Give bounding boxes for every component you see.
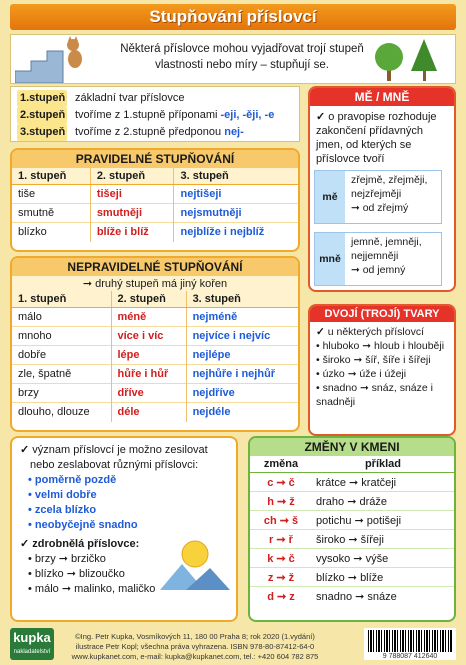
step-label: 2.stupeň bbox=[17, 107, 67, 124]
publisher-logo bbox=[10, 628, 54, 660]
intro-line-2: vlastnosti nebo míry – stupňují se. bbox=[155, 59, 329, 71]
diminutive-text: brzy ➞ brzičko bbox=[34, 553, 106, 565]
cell: nejtišeji bbox=[174, 185, 298, 204]
cell: draho ➞ dráže bbox=[312, 492, 454, 511]
credits-line: www.kupkanet.com, e-mail: kupka@kupkanet.com, tel.: +420 604 782 875 bbox=[71, 652, 319, 661]
list-item: • velmi dobře bbox=[28, 489, 97, 501]
list-item: • brzy ➞ brzičko bbox=[28, 553, 106, 565]
cell: nejlépe bbox=[186, 346, 298, 365]
table-row bbox=[12, 384, 298, 403]
logo-subtext: nakladatelství bbox=[13, 649, 51, 655]
cell: z ➞ ž bbox=[250, 568, 312, 587]
cell: více i víc bbox=[111, 327, 186, 346]
cell: tišeji bbox=[90, 185, 174, 204]
column-header: 3. stupeň bbox=[186, 291, 298, 308]
intensify-text: význam příslovcí je možno zesilovat bbox=[32, 444, 208, 456]
cell: potichu ➞ potišeji bbox=[312, 511, 454, 530]
credits bbox=[70, 632, 320, 662]
step-text: tvoříme z 1.stupně příponami bbox=[75, 109, 221, 121]
cell: déle bbox=[111, 403, 186, 422]
cell: nejméně bbox=[186, 308, 298, 327]
cell: smutněji bbox=[90, 204, 174, 223]
cell: vysoko ➞ výše bbox=[312, 549, 454, 568]
diminutive-text: málo ➞ malinko, maličko bbox=[34, 583, 156, 595]
column-header: 2. stupeň bbox=[90, 168, 174, 185]
step-text: tvoříme z 2.stupně předponou bbox=[75, 126, 225, 138]
barcode-number: 9 788087 412640 bbox=[382, 653, 438, 660]
check-icon: ✓ bbox=[316, 326, 325, 338]
cell: nejvíce i nejvíc bbox=[186, 327, 298, 346]
cell: málo bbox=[12, 308, 111, 327]
table-row bbox=[250, 549, 454, 568]
cell: ch ➞ š bbox=[250, 511, 312, 530]
list-item: • málo ➞ malinko, maličko bbox=[28, 583, 156, 595]
cell: nejhůře i nejhůř bbox=[186, 365, 298, 384]
credits-line: ilustrace Petr Kopl; všechna práva vyhrazena. ISBN 978-80-87412-64-0 bbox=[75, 642, 315, 651]
stem-table bbox=[250, 456, 454, 606]
stem-changes-panel bbox=[248, 436, 456, 622]
double-form-text: úzko ➞ úže i úžeji bbox=[322, 368, 407, 380]
example-text: velmi dobře bbox=[34, 489, 97, 501]
column-header: 3. stupeň bbox=[174, 168, 298, 185]
diminutive-title-text: zdrobnělá příslovce: bbox=[32, 538, 140, 550]
step-label: 1.stupeň bbox=[17, 90, 67, 107]
barcode bbox=[364, 628, 456, 660]
double-form-text: široko ➞ šíř, šíře i šířeji bbox=[322, 354, 431, 366]
list-item: • široko ➞ šíř, šíře i šířeji bbox=[316, 354, 431, 366]
intensify-panel bbox=[10, 436, 238, 622]
card-tag: mě bbox=[315, 171, 345, 223]
example-text: poměrně pozdě bbox=[34, 474, 117, 486]
check-icon: ✓ bbox=[20, 538, 30, 550]
cell: h ➞ ž bbox=[250, 492, 312, 511]
table-row bbox=[250, 568, 454, 587]
cell: široko ➞ šířeji bbox=[312, 530, 454, 549]
regular-heading: PRAVIDELNÉ STUPŇOVÁNÍ bbox=[12, 150, 298, 168]
cell: hůře i hůř bbox=[111, 365, 186, 384]
list-item: • blízko ➞ blizoučko bbox=[28, 568, 125, 580]
irregular-table bbox=[12, 291, 298, 422]
table-row bbox=[12, 346, 298, 365]
table-row bbox=[250, 530, 454, 549]
footer bbox=[10, 626, 456, 662]
list-item: • poměrně pozdě bbox=[28, 474, 117, 486]
check-icon: ✓ bbox=[20, 444, 30, 456]
intro-box bbox=[10, 34, 456, 84]
table-row bbox=[250, 587, 454, 606]
step-label: 3.stupeň bbox=[17, 124, 67, 141]
trees-illustration bbox=[371, 35, 451, 83]
double-form-text: snadno ➞ snáz, snáze i snadněji bbox=[316, 382, 433, 408]
cell: tiše bbox=[12, 185, 90, 204]
table-row bbox=[250, 473, 454, 492]
cell: nejdéle bbox=[186, 403, 298, 422]
cell: dlouho, dlouze bbox=[12, 403, 111, 422]
column-header: 1. stupeň bbox=[12, 291, 111, 308]
list-item: • neobyčejně snadno bbox=[28, 519, 138, 531]
list-item: • snadno ➞ snáz, snáze i snadněji bbox=[316, 382, 433, 408]
cell: d ➞ z bbox=[250, 587, 312, 606]
table-row bbox=[12, 204, 298, 223]
me-mne-rule bbox=[310, 106, 454, 170]
stem-heading: ZMĚNY V KMENI bbox=[250, 438, 454, 456]
table-row bbox=[12, 223, 298, 242]
cell: dobře bbox=[12, 346, 111, 365]
step-row-1 bbox=[17, 90, 184, 107]
cell: brzy bbox=[12, 384, 111, 403]
double-form-text: hluboko ➞ hloub i hlouběji bbox=[322, 340, 445, 352]
mne-card bbox=[314, 232, 442, 286]
cell: k ➞ č bbox=[250, 549, 312, 568]
double-forms-panel bbox=[308, 304, 456, 436]
page-title: Stupňování příslovcí bbox=[10, 4, 456, 30]
table-row bbox=[12, 403, 298, 422]
step-suffix: nej- bbox=[224, 126, 244, 138]
column-header: 1. stupeň bbox=[12, 168, 90, 185]
cell: nejblíže i nejblíž bbox=[174, 223, 298, 242]
intro-line-1: Některá příslovce mohou vyjadřovat trojí stupeň bbox=[120, 43, 364, 55]
sun-over-hills-illustration bbox=[160, 534, 230, 590]
irregular-comparison-panel bbox=[10, 256, 300, 432]
cell: blízko bbox=[12, 223, 90, 242]
list-item: • úzko ➞ úže i úžeji bbox=[316, 368, 407, 380]
list-item: • zcela blízko bbox=[28, 504, 97, 516]
me-mne-panel bbox=[308, 86, 456, 292]
me-mne-rule-text: o pravopise rozhoduje zakončení přídavných jmen, od kterých se příslovce tvoří bbox=[316, 111, 437, 165]
table-row bbox=[12, 308, 298, 327]
example-text: neobyčejně snadno bbox=[34, 519, 138, 531]
card-source: ➞ od zřejmý bbox=[351, 202, 409, 214]
check-icon: ✓ bbox=[316, 111, 326, 123]
diminutive-text: blízko ➞ blizoučko bbox=[34, 568, 125, 580]
irregular-heading: NEPRAVIDELNÉ STUPŇOVÁNÍ bbox=[12, 258, 298, 276]
card-words: jemně, jemněji, nejjemněji bbox=[351, 236, 422, 262]
table-row bbox=[250, 492, 454, 511]
cell: zle, špatně bbox=[12, 365, 111, 384]
step-row-3 bbox=[17, 124, 244, 141]
me-mne-heading: MĚ / MNĚ bbox=[310, 88, 454, 106]
me-card bbox=[314, 170, 442, 224]
cell: blíže i blíž bbox=[90, 223, 174, 242]
example-text: zcela blízko bbox=[34, 504, 97, 516]
cell: méně bbox=[111, 308, 186, 327]
step-text: základní tvar příslovce bbox=[75, 92, 185, 104]
list-item: • hluboko ➞ hloub i hlouběji bbox=[316, 340, 445, 352]
table-row bbox=[250, 511, 454, 530]
cell: lépe bbox=[111, 346, 186, 365]
step-suffix: -eji, -ěji, -e bbox=[220, 109, 275, 121]
intensify-line-2: nebo zeslabovat různými příslovci: bbox=[30, 459, 199, 471]
cell: mnoho bbox=[12, 327, 111, 346]
cell: blízko ➞ blíže bbox=[312, 568, 454, 587]
column-header: příklad bbox=[312, 456, 454, 473]
card-source: ➞ od jemný bbox=[351, 264, 406, 276]
table-row bbox=[12, 185, 298, 204]
cell: krátce ➞ kratčeji bbox=[312, 473, 454, 492]
card-tag: mně bbox=[315, 233, 345, 285]
double-forms-rule-text: u některých příslovcí bbox=[327, 326, 425, 338]
cat-on-stairs-illustration bbox=[15, 35, 95, 83]
double-forms-rule bbox=[310, 322, 454, 339]
cell: snadno ➞ snáze bbox=[312, 587, 454, 606]
regular-comparison-panel bbox=[10, 148, 300, 252]
cell: dříve bbox=[111, 384, 186, 403]
step-row-2 bbox=[17, 107, 274, 124]
table-row bbox=[12, 365, 298, 384]
column-header: změna bbox=[250, 456, 312, 473]
intensify-line-1 bbox=[20, 443, 228, 458]
cell: nejsmutněji bbox=[174, 204, 298, 223]
irregular-subheading: ➞ druhý stupeň má jiný kořen bbox=[12, 276, 298, 291]
step-definitions bbox=[10, 86, 300, 142]
double-forms-heading: DVOJÍ (TROJÍ) TVARY bbox=[310, 306, 454, 322]
cell: c ➞ č bbox=[250, 473, 312, 492]
cell: nejdříve bbox=[186, 384, 298, 403]
credits-line: ©Ing. Petr Kupka, Vosmíkových 11, 180 00 Praha 8; rok 2020 (1.vydání) bbox=[75, 632, 315, 641]
barcode-bars bbox=[368, 630, 452, 652]
table-row bbox=[12, 327, 298, 346]
column-header: 2. stupeň bbox=[111, 291, 186, 308]
regular-table bbox=[12, 168, 298, 242]
card-words: zřejmě, zřejměji, nejzřejměji bbox=[351, 174, 428, 200]
cell: smutně bbox=[12, 204, 90, 223]
cell: r ➞ ř bbox=[250, 530, 312, 549]
logo-text: kupka bbox=[13, 630, 51, 645]
